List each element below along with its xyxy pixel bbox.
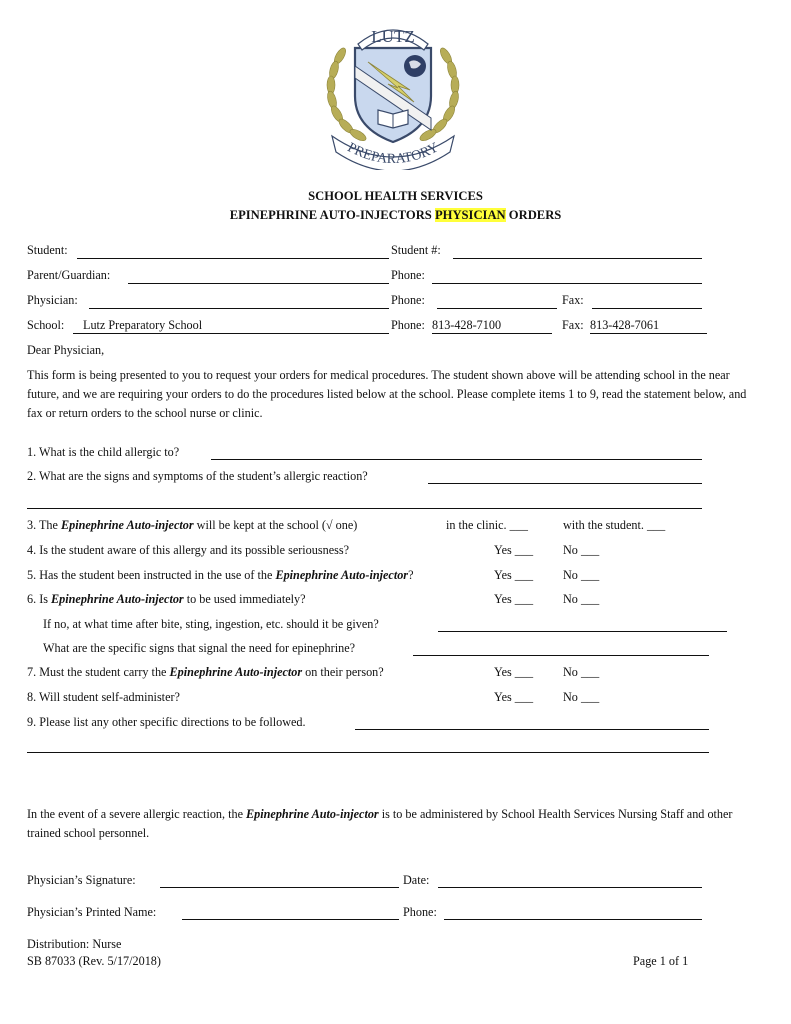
question-3 <box>27 518 357 533</box>
physician-fax-label: Fax: <box>562 293 584 307</box>
question-1-answer[interactable] <box>211 459 702 460</box>
question-4-yes[interactable]: Yes ___ <box>494 543 534 557</box>
physician-label: Physician: <box>27 293 78 307</box>
question-3-option-clinic[interactable]: in the clinic. ___ <box>446 518 528 532</box>
question-8-no[interactable]: No ___ <box>563 690 600 704</box>
question-7-yes[interactable]: Yes ___ <box>494 665 534 679</box>
question-6b-answer[interactable] <box>413 655 709 656</box>
distribution-note: Distribution: Nurse <box>27 937 122 951</box>
form-department-title: SCHOOL HEALTH SERVICES <box>308 189 483 203</box>
question-4-no[interactable]: No ___ <box>563 543 600 557</box>
administration-statement <box>27 805 757 843</box>
physician-signature-label: Physician’s Signature: <box>27 873 136 887</box>
question-7-no[interactable]: No ___ <box>563 665 600 679</box>
physician-printed-name-label: Physician’s Printed Name: <box>27 905 157 919</box>
school-fax-label: Fax: <box>562 318 584 332</box>
school-phone-label: Phone: <box>391 318 425 332</box>
school-value: Lutz Preparatory School <box>83 318 203 332</box>
statement-em: Epinephrine Auto-injector <box>246 807 379 821</box>
question-4: 4. Is the student aware of this allergy and its possible seriousness? <box>27 543 350 557</box>
signature-phone-label: Phone: <box>403 905 437 919</box>
question-6b: What are the specific signs that signal the need for epinephrine? <box>43 641 356 655</box>
question-5-post: ? <box>408 568 414 582</box>
question-6-pre: 6. Is <box>27 592 52 606</box>
statement-post: is to be administered by School Health Services Nursing Staff and other trained school personnel. <box>27 807 733 840</box>
parent-phone-label: Phone: <box>391 268 425 282</box>
question-9-answer-line-2[interactable] <box>27 752 709 753</box>
page-number: Page 1 of 1 <box>633 954 689 968</box>
question-5 <box>27 568 413 583</box>
school-phone-line <box>432 333 552 334</box>
question-7 <box>27 665 384 680</box>
question-6-em: Epinephrine Auto-injector <box>51 592 184 606</box>
physician-phone-field[interactable] <box>437 308 557 309</box>
student-number-label: Student #: <box>391 243 441 257</box>
question-3-em: Epinephrine Auto-injector <box>60 518 194 532</box>
student-number-field[interactable] <box>453 258 702 259</box>
question-3-option-student[interactable]: with the student. ___ <box>563 518 666 532</box>
question-7-pre: 7. Must the student carry the <box>27 665 170 679</box>
form-title-pre: EPINEPHRINE AUTO-INJECTORS <box>229 208 435 222</box>
question-8-yes[interactable]: Yes ___ <box>494 690 534 704</box>
date-label: Date: <box>403 873 430 887</box>
question-5-em: Epinephrine Auto-injector <box>275 568 409 582</box>
school-fax-value: 813-428-7061 <box>590 318 660 332</box>
question-8: 8. Will student self-administer? <box>27 690 180 704</box>
salutation: Dear Physician, <box>27 343 105 357</box>
physician-phone-label: Phone: <box>391 293 425 307</box>
question-6-post: to be used immediately? <box>183 592 306 606</box>
parent-guardian-field[interactable] <box>128 283 389 284</box>
school-label: School: <box>27 318 65 332</box>
question-3-post: will be kept at the school (√ one) <box>193 518 358 532</box>
physician-signature-field[interactable] <box>160 887 399 888</box>
question-5-yes[interactable]: Yes ___ <box>494 568 534 582</box>
letter-body: This form is being presented to you to request your orders for medical procedures. The student shown above will be attending school in the near future, and we are requiring your orders to do the procedures listed below at the school. Please complete items 1 to 9, read the statement below, and fax or return orders to the school nurse or clinic. <box>27 368 747 420</box>
form-title-highlight: PHYSICIAN <box>434 208 506 222</box>
question-5-no[interactable]: No ___ <box>563 568 600 582</box>
logo-top-text: LUTZ <box>371 27 415 46</box>
question-6a-answer[interactable] <box>438 631 727 632</box>
form-revision-id: SB 87033 (Rev. 5/17/2018) <box>27 954 161 968</box>
form-title <box>0 208 791 223</box>
question-6-yes[interactable]: Yes ___ <box>494 592 534 606</box>
question-6 <box>27 592 306 607</box>
question-1: 1. What is the child allergic to? <box>27 445 180 459</box>
student-label: Student: <box>27 243 68 257</box>
school-fax-line <box>590 333 707 334</box>
question-6a: If no, at what time after bite, sting, ingestion, etc. should it be given? <box>43 617 379 631</box>
physician-field[interactable] <box>89 308 389 309</box>
question-9-answer[interactable] <box>355 729 709 730</box>
question-2-answer[interactable] <box>428 483 702 484</box>
date-field[interactable] <box>438 887 702 888</box>
question-3-pre: 3. The <box>27 518 61 532</box>
signature-phone-field[interactable] <box>444 919 702 920</box>
question-2-answer-line-2[interactable] <box>27 508 702 509</box>
parent-guardian-label: Parent/Guardian: <box>27 268 111 282</box>
parent-phone-field[interactable] <box>432 283 702 284</box>
question-6-no[interactable]: No ___ <box>563 592 600 606</box>
physician-printed-name-field[interactable] <box>182 919 399 920</box>
physician-fax-field[interactable] <box>592 308 702 309</box>
student-field[interactable] <box>77 258 389 259</box>
statement-pre: In the event of a severe allergic reaction, the <box>27 807 247 821</box>
question-9: 9. Please list any other specific directions to be followed. <box>27 715 306 729</box>
question-5-pre: 5. Has the student been instructed in the use of the <box>27 568 276 582</box>
logo-bottom-text: PREPARATORY <box>344 140 442 168</box>
school-field-line <box>73 333 389 334</box>
form-title-post: ORDERS <box>505 208 562 222</box>
question-2: 2. What are the signs and symptoms of the student’s allergic reaction? <box>27 469 368 483</box>
school-phone-value: 813-428-7100 <box>432 318 502 332</box>
question-7-post: on their person? <box>302 665 384 679</box>
school-crest-logo <box>318 18 468 170</box>
question-7-em: Epinephrine Auto-injector <box>169 665 303 679</box>
